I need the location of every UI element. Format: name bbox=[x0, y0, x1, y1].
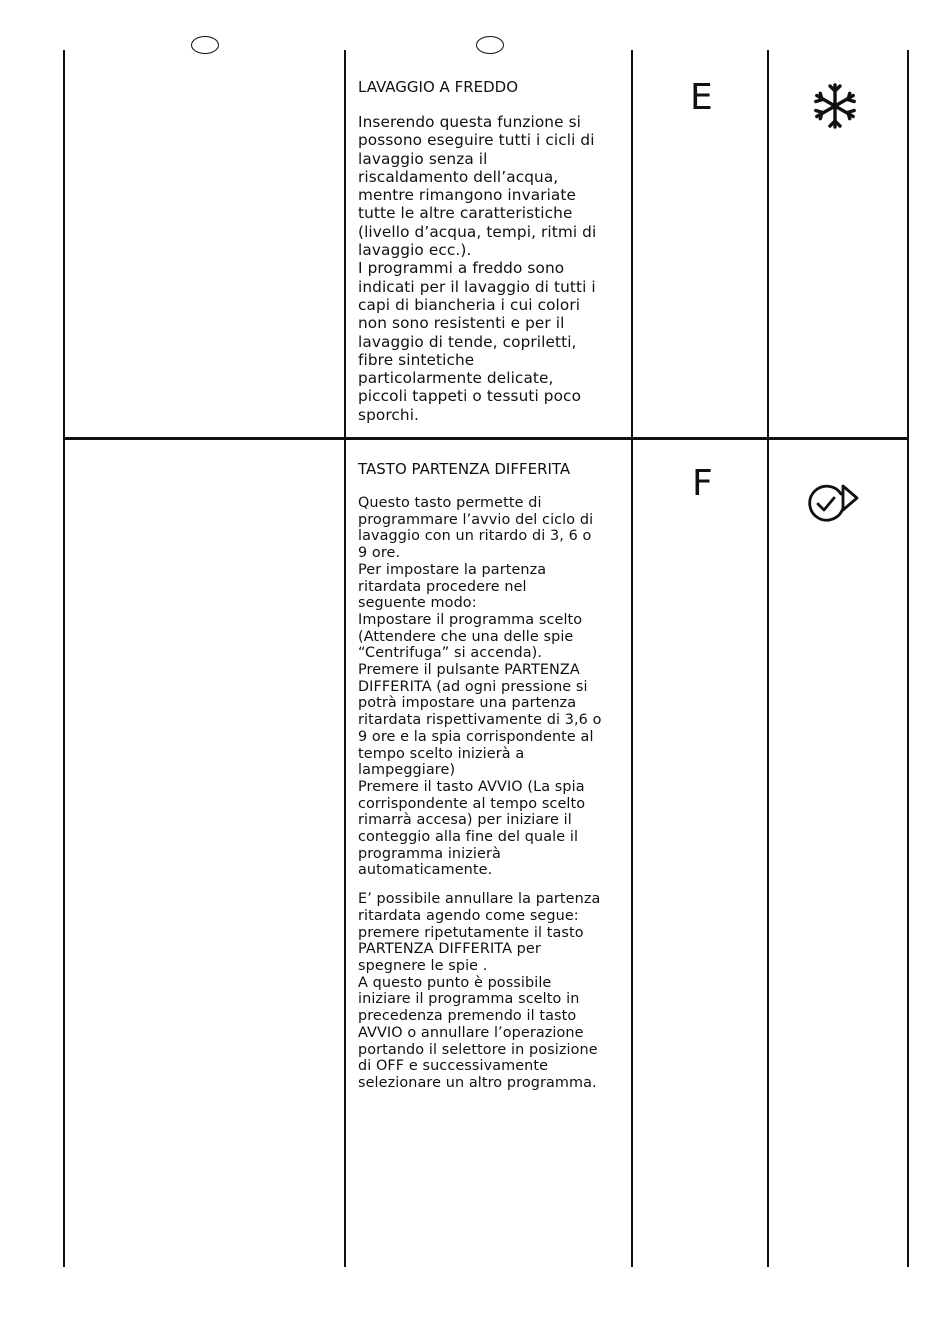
language-badge-right bbox=[476, 36, 504, 54]
section-cold-wash bbox=[358, 78, 630, 424]
section-body: Questo tasto permette di programmare l’avvio del ciclo di lavaggio con un ritardo di 3, 6 o 9 ore. Per impostare la partenza ritardata procedere nel seguente modo: Impostare il programma scelto (Attendere che una delle spie “Centrifuga” si accenda). Premere il pulsante PARTENZA DIFFERITA (ad ogni pressione si potrà impostare una partenza ritardata rispettivamente di 3,6 o 9 ore e la spia corrispondente al tempo scelto inizierà a lampeggiare) Premere il tasto AVVIO (La spia corrispondente al tempo scelto rimarrà accesa) per iniziare il conteggio alla fine del quale il programma inizierà automaticamente. bbox=[358, 495, 602, 879]
section-body: Inserendo questa funzione si possono eseguire tutti i cicli di lavaggio senza il riscaldamento dell’acqua, mentre rimangono invariate tutte le altre caratteristiche (livello d’acqua, tempi, ritmi di lavaggio ecc.). I programmi a freddo sono indicati per il lavaggio di tutti i capi di biancheria i cui colori non sono resistenti e per il lavaggio di tende, copriletti, fibre sintetiche particolarmente delicate, piccoli tappeti o tessuti poco sporchi. bbox=[358, 113, 597, 424]
column-divider-text bbox=[344, 50, 346, 1267]
function-letter-f: F bbox=[692, 463, 713, 504]
language-badge-left bbox=[191, 36, 219, 54]
section-title: TASTO PARTENZA DIFFERITA bbox=[358, 460, 571, 478]
delayed-start-icon bbox=[805, 480, 863, 528]
snowflake-icon bbox=[811, 82, 859, 130]
section-title: LAVAGGIO A FREDDO bbox=[358, 78, 519, 96]
column-divider-icon bbox=[767, 50, 769, 1267]
section-body-cancel: E’ possibile annullare la partenza ritardata agendo come segue: premere ripetutamente il tasto PARTENZA DIFFERITA per spegnere le spie . A questo punto è possibile iniziare il programma scelto in precedenza premendo il tasto AVVIO o annullare l’operazione portando il selettore in posizione di OFF e successivamente selezionare un altro programma. bbox=[358, 891, 601, 1091]
function-letter-e: E bbox=[690, 77, 713, 118]
row-separator bbox=[63, 437, 909, 440]
column-divider-letter bbox=[631, 50, 633, 1267]
section-delayed-start bbox=[358, 460, 630, 1092]
column-divider-left bbox=[63, 50, 65, 1267]
column-divider-right bbox=[907, 50, 909, 1267]
